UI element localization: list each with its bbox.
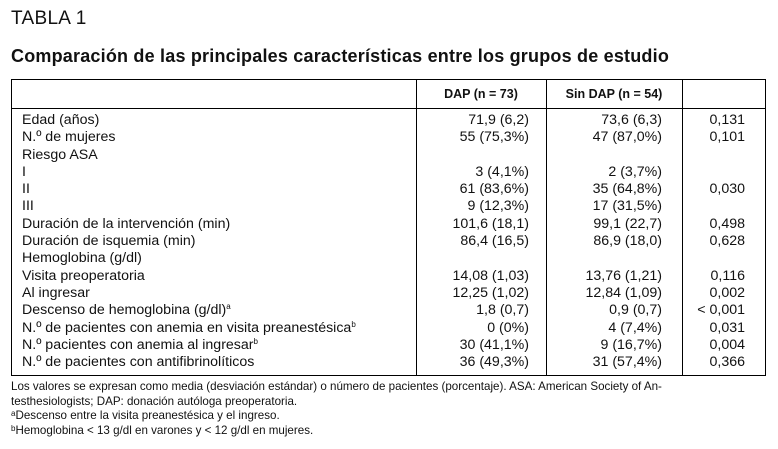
cell-sin-dap: 73,6 (6,3) — [601, 112, 662, 128]
cell-p-value: 0,031 — [709, 319, 745, 336]
table-row — [12, 302, 765, 319]
footnote-marker: a — [11, 409, 16, 418]
table-row — [12, 354, 765, 371]
cell-p-value: 0,498 — [709, 215, 745, 232]
cell-p-value: 0,004 — [709, 336, 745, 353]
table-row — [12, 233, 765, 250]
row-label-text: Riesgo ASA — [22, 146, 98, 163]
row-label-text: Duración de la intervención (min) — [22, 215, 231, 232]
table-row — [12, 216, 765, 233]
row-label-text: I — [22, 163, 26, 180]
footnote-marker: b — [351, 319, 356, 329]
row-label — [22, 337, 258, 354]
cell-sin-dap: 4 (7,4%) — [608, 319, 662, 336]
table-row — [12, 112, 765, 129]
row-label-text: Hemoglobina (g/dl) — [22, 250, 142, 267]
table-row — [12, 285, 765, 302]
cell-sin-dap: 12,84 (1,09) — [585, 284, 662, 301]
cell-dap: 9 (12,3%) — [467, 198, 529, 215]
cell-sin-dap: 86,9 (18,0) — [593, 233, 662, 250]
row-label — [22, 285, 90, 302]
row-label-text: Visita preoperatoria — [22, 267, 145, 284]
footnote-marker: b — [11, 423, 16, 433]
row-label-text: III — [22, 198, 34, 215]
table-row — [12, 268, 765, 285]
cell-dap: 0 (0%) — [487, 319, 529, 336]
footnote-marker: b — [253, 336, 258, 346]
row-label-text: N.º de pacientes con antifibrinolíticos — [22, 354, 255, 371]
cell-dap: 3 (4,1%) — [475, 163, 529, 180]
cell-p-value: 0,366 — [709, 354, 745, 371]
cell-sin-dap: 17 (31,5%) — [592, 198, 662, 215]
row-label — [22, 268, 145, 285]
table-row — [12, 147, 765, 164]
row-label — [22, 354, 254, 371]
row-label-text: Descenso de hemoglobina (g/dl) — [22, 302, 227, 319]
row-label — [22, 302, 231, 319]
footnote-line: Los valores se expresan como media (desviación estándar) o número de pacientes (porcentaje). ASA: American Society of An- — [11, 380, 662, 393]
cell-dap: 14,08 (1,03) — [452, 267, 529, 284]
cell-sin-dap: 99,1 (22,7) — [593, 215, 662, 232]
cell-dap: 12,25 (1,02) — [452, 284, 529, 301]
cell-sin-dap: 35 (64,8%) — [592, 181, 662, 198]
row-label — [22, 129, 116, 146]
row-label — [22, 198, 34, 215]
cell-sin-dap: 0,9 (0,7) — [609, 302, 662, 319]
table-label: TABLA 1 — [11, 8, 87, 29]
table-row — [12, 129, 765, 146]
footnote-text: Hemoglobina < 13 g/dl en varones y < 12 g/dl en mujeres. — [15, 423, 314, 437]
cell-p-value: 0,628 — [709, 233, 745, 250]
cell-dap: 30 (41,1%) — [459, 336, 529, 353]
row-label — [22, 250, 142, 267]
cell-sin-dap: 13,76 (1,21) — [585, 267, 662, 284]
cell-dap: 1,8 (0,7) — [476, 302, 529, 319]
row-label — [22, 112, 99, 129]
cell-p-value: 0,030 — [709, 181, 745, 198]
row-label — [22, 233, 195, 250]
cell-p-value: < 0,001 — [697, 302, 745, 319]
row-label-text: Duración de isquemia (min) — [22, 233, 196, 250]
footnote-marker: a — [226, 302, 231, 312]
footnote-b — [11, 424, 771, 439]
table-row — [12, 250, 765, 267]
cell-dap: 86,4 (16,5) — [460, 233, 529, 250]
footnote-line: testhesiologists; DAP: donación autóloga preoperatoria. — [11, 394, 298, 408]
row-label — [22, 320, 356, 337]
cell-p-value: 0,101 — [709, 129, 745, 146]
data-table — [11, 79, 766, 376]
cell-p-value: 0,116 — [710, 267, 745, 284]
cell-dap: 71,9 (6,2) — [468, 112, 529, 128]
cell-sin-dap: 2 (3,7%) — [608, 163, 662, 180]
cell-sin-dap: 9 (16,7%) — [600, 336, 662, 353]
header-dap: DAP (n = 73) — [444, 87, 518, 101]
header-sin-dap: Sin DAP (n = 54) — [565, 87, 663, 101]
cell-dap: 55 (75,3%) — [459, 129, 529, 146]
table-row — [12, 164, 765, 181]
row-label — [22, 147, 98, 164]
table-row — [12, 337, 765, 354]
row-label-text: Al ingresar — [22, 284, 90, 301]
cell-p-value: 0,131 — [709, 112, 745, 128]
cell-dap: 101,6 (18,1) — [452, 215, 529, 232]
cell-dap: 61 (83,6%) — [459, 181, 529, 198]
cell-sin-dap: 47 (87,0%) — [592, 129, 662, 146]
row-label-text: N.º de pacientes con anemia en visita preanestésica — [22, 319, 352, 336]
cell-p-value: 0,002 — [709, 284, 745, 301]
footnote-text: Descenso entre la visita preanestésica y el ingreso. — [15, 409, 280, 422]
row-label-text: II — [22, 181, 30, 198]
table-row — [12, 181, 765, 198]
footnote-a — [11, 409, 771, 424]
table-footnotes — [11, 380, 771, 438]
row-label — [22, 216, 230, 233]
header-divider — [12, 108, 765, 109]
row-label-text: N.º de mujeres — [22, 129, 116, 146]
row-label-text: N.º pacientes con anemia al ingresar — [22, 336, 254, 353]
table-row — [12, 320, 765, 337]
cell-dap: 36 (49,3%) — [459, 354, 529, 371]
row-label-text: Edad (años) — [22, 112, 100, 128]
table-row — [12, 198, 765, 215]
row-label — [22, 181, 30, 198]
table-caption: Comparación de las principales características entre los grupos de estudio — [11, 46, 670, 66]
table-body — [12, 112, 765, 371]
cell-sin-dap: 31 (57,4%) — [592, 354, 662, 371]
row-label — [22, 164, 26, 181]
